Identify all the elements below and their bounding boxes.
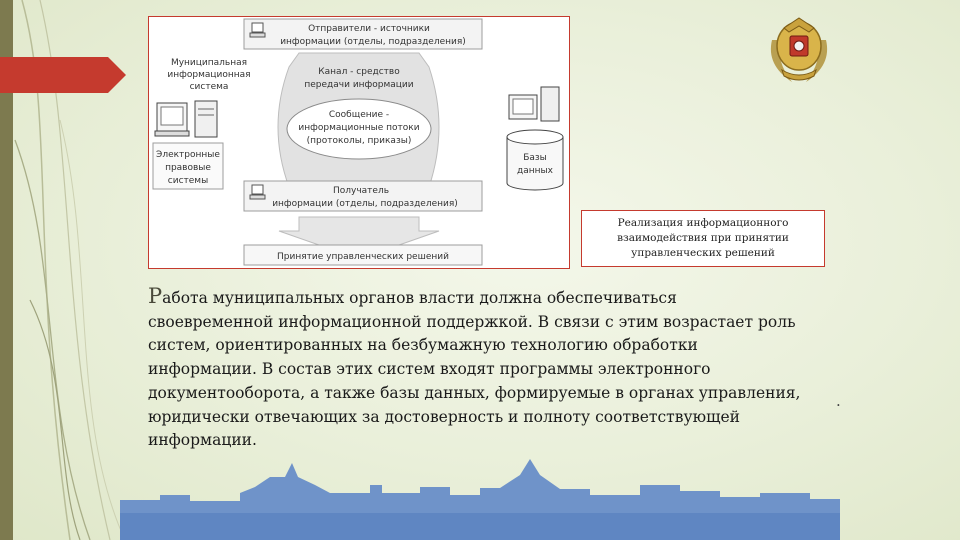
body-line: юридически отвечающих за достоверность и полноту соответствующей — [148, 407, 741, 426]
message-line-2: информационные потоки — [298, 123, 420, 133]
legal-systems-line-3: системы — [167, 176, 209, 186]
municipal-system-line-2: информационная — [167, 70, 251, 80]
decision-label: Принятие управленческих решений — [277, 252, 449, 262]
diagram-figure — [148, 16, 570, 269]
body-line: систем, ориентированных на безбумажную технологию обработки — [148, 336, 698, 355]
legal-systems-line-2: правовые — [165, 163, 211, 173]
recipient-line-1: Получатель — [332, 186, 390, 196]
municipal-system-line-3: система — [189, 82, 229, 92]
body-line: информации. В состав этих систем входят программы электронного — [148, 360, 711, 379]
coat-of-arms-emblem — [762, 10, 836, 86]
city-skyline — [120, 455, 840, 540]
municipal-system-line-1: Муниципальная — [170, 58, 248, 68]
computer-icon — [155, 101, 217, 137]
body-first-rest: абота муниципальных органов власти должна обеспечиваться — [162, 289, 677, 307]
legal-systems-line-1: Электронные — [156, 150, 220, 160]
channel-line-1: Канал - средство — [318, 67, 400, 77]
body-line: документооборота, а также базы данных, формируемые в органах управления, — [148, 383, 801, 402]
senders-line-1: Отправители - источники — [308, 24, 430, 34]
recipient-line-2: информации (отделы, подразделения) — [272, 199, 458, 209]
databases-line-2: данных — [517, 166, 553, 176]
body-line: информации. — [148, 431, 257, 450]
body-paragraph — [148, 285, 828, 453]
trailing-dot: . — [836, 392, 841, 410]
message-line-3: (протоколы, приказы) — [306, 136, 412, 146]
computer-icon — [250, 185, 265, 199]
caption-line-1: Реализация информационного — [617, 217, 789, 229]
channel-line-2: передачи информации — [304, 80, 414, 90]
body-line-first — [148, 285, 828, 311]
caption-line-3: управленческих решений — [631, 247, 775, 259]
databases-line-1: Базы — [523, 153, 547, 163]
senders-line-2: информации (отделы, подразделения) — [280, 37, 466, 47]
computer-icon — [509, 87, 559, 121]
first-letter: Р — [148, 284, 163, 308]
information-flow-diagram — [149, 17, 569, 268]
figure-caption — [581, 210, 825, 267]
message-line-1: Сообщение - — [328, 110, 390, 120]
caption-line-2: взаимодействия при принятии — [617, 232, 789, 244]
body-line: своевременной информационной поддержкой. В связи с этим возрастает роль — [148, 312, 796, 331]
computer-icon — [250, 23, 265, 37]
red-arrow-marker — [0, 55, 130, 95]
